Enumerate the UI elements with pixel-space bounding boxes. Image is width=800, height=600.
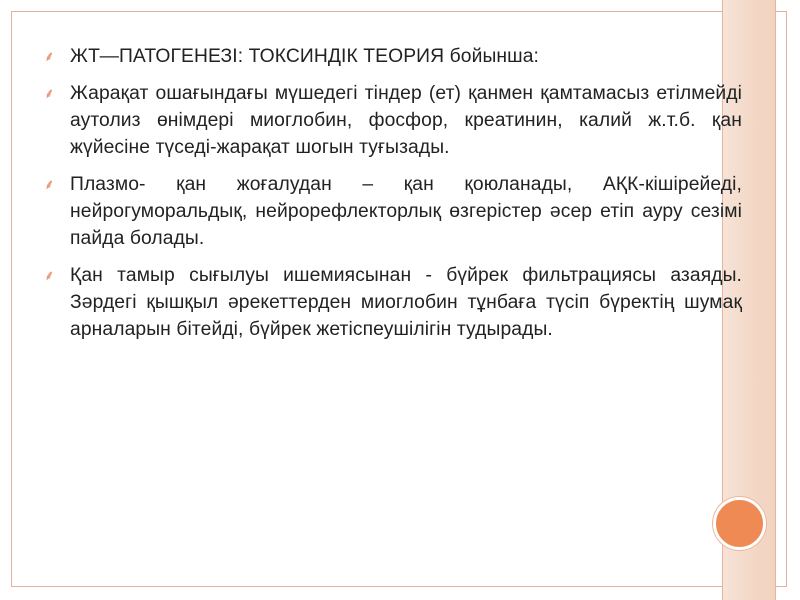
bullet-marker-icon: ⸙: [44, 85, 55, 101]
decorative-circle-icon: [713, 497, 766, 550]
bullet-marker-icon: ⸙: [44, 267, 55, 283]
bullet-item-plasma-loss: [40, 171, 742, 252]
bullet-marker-icon: ⸙: [44, 176, 55, 192]
bullet-item-toxins: [40, 80, 742, 161]
bullet-text: Плазмо- қан жоғалудан – қан қоюланады, АҚК-кішірейеді, нейрогуморальдық, нейрорефлекторлық өзгерістер әсер етіп ауру сезімі пайда болады.: [70, 174, 742, 249]
stripe-border-right: [775, 0, 776, 600]
bullet-marker-icon: ⸙: [44, 48, 55, 64]
bullet-text: Қан тамыр сығылуы ишемиясынан - бүйрек фильтрациясы азаяды. Зәрдегі қышқыл әрекеттерден миоглобин тұнбаға түсіп бүректің шумақ арналарын бітейді, бүйрек жетіспеушілігін тудырады.: [70, 265, 742, 340]
slide-content: [40, 43, 742, 353]
bullet-text: ЖТ—ПАТОГЕНЕЗІ: ТОКСИНДІК ТЕОРИЯ бойынша:: [70, 46, 540, 67]
bullet-item-heading: [40, 43, 742, 70]
bullet-text: Жарақат ошағындағы мүшедегі тіндер (ет) қанмен қамтамасыз етілмейді аутолиз өнімдері миоглобин, фосфор, креатинин, калий ж.т.б. қан жүйесіне түседі-жарақат шогын туғызады.: [70, 83, 742, 158]
bullet-item-kidney: [40, 262, 742, 343]
